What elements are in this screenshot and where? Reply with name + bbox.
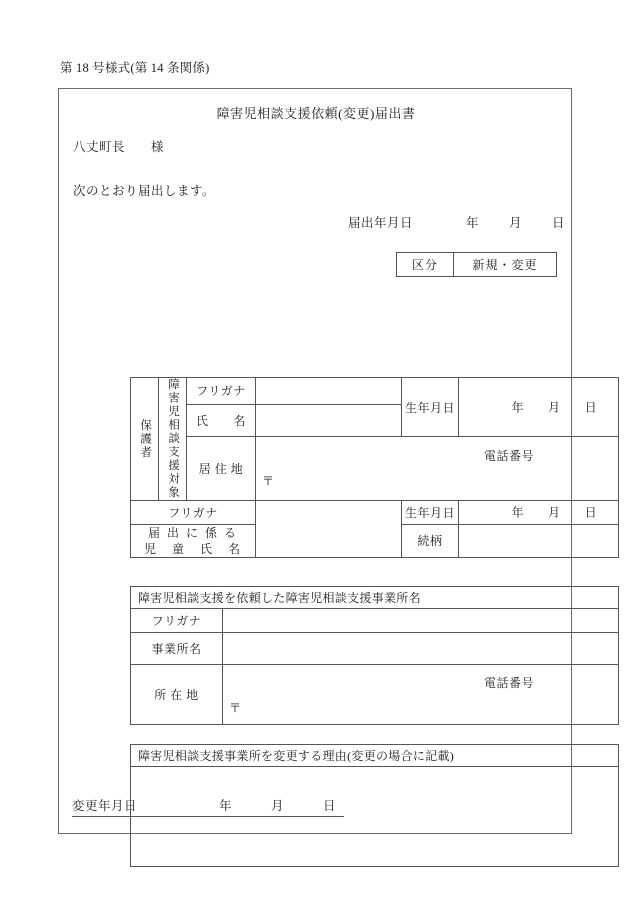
vertical-label-target: 障害児相談支援対象 [159, 378, 187, 501]
classification-value[interactable]: 新規・変更 [472, 258, 538, 272]
child-birth-month: 月 [548, 505, 561, 520]
label-office-name: 事業所名 [131, 633, 223, 665]
form-number: 第 18 号様式(第 14 条関係) [60, 61, 210, 75]
input-furigana[interactable] [256, 378, 402, 405]
label-name: 氏 名 [187, 404, 256, 437]
change-date-label: 変更年月日 [72, 799, 138, 813]
office-table-header: 障害児相談支援を依頼した障害児相談支援事業所名 [131, 587, 619, 609]
table-row-child-furigana [131, 500, 619, 524]
child-birth-year: 年 [511, 505, 524, 520]
input-relationship[interactable] [459, 524, 619, 557]
filing-date-year: 年 [466, 216, 479, 230]
classification-label: 区分 [397, 253, 454, 276]
intro-text: 次のとおり届出します。 [73, 184, 216, 198]
form-frame [58, 88, 598, 834]
change-date-month: 月 [271, 799, 284, 813]
input-child-name[interactable] [256, 500, 402, 557]
label-child-name [131, 524, 256, 557]
input-child-birthdate[interactable] [459, 500, 619, 524]
office-row-furigana [131, 609, 619, 633]
filing-date-day: 日 [552, 216, 565, 230]
office-telephone-label: 電話番号 [483, 675, 534, 690]
label-child-name-line1: 届 出 に 係 る [147, 525, 238, 540]
label-furigana: フリガナ [187, 378, 256, 405]
change-date-day: 日 [323, 799, 336, 813]
page-title: 障害児相談支援依頼(変更)届出書 [216, 106, 416, 121]
birth-year: 年 [511, 400, 524, 415]
birth-month: 月 [548, 400, 561, 415]
label-office-location: 所 在 地 [131, 665, 223, 725]
input-residence[interactable] [256, 437, 619, 500]
input-office-name[interactable] [223, 633, 619, 665]
label-child-name-line2: 児 童 氏 名 [143, 541, 242, 556]
office-row-name [131, 633, 619, 665]
office-header-row [131, 587, 619, 609]
vertical-label-guardian: 保護者 [131, 378, 159, 501]
office-table [130, 586, 619, 725]
label-child-furigana: フリガナ [131, 500, 256, 524]
label-residence: 居 住 地 [187, 437, 256, 500]
label-office-furigana: フリガナ [131, 609, 223, 633]
birth-day: 日 [584, 400, 598, 415]
reason-table-header: 障害児相談支援事業所を変更する理由(変更の場合に記載) [131, 745, 619, 767]
label-child-birthdate: 生年月日 [402, 500, 459, 524]
filing-date-label: 届出年月日 [348, 216, 414, 230]
postal-code-mark: 〒 [262, 474, 275, 489]
filing-date-month: 月 [509, 216, 522, 230]
office-row-location [131, 665, 619, 725]
office-postal-code-mark: 〒 [229, 700, 242, 715]
classification-box [396, 252, 557, 277]
input-office-location[interactable] [223, 665, 619, 725]
child-birth-day: 日 [584, 505, 598, 520]
input-name[interactable] [256, 404, 402, 437]
addressee: 八丈町長 様 [73, 140, 165, 154]
reason-header-row [131, 745, 619, 767]
label-relationship: 続柄 [402, 524, 459, 557]
table-row-furigana [131, 378, 619, 405]
label-birthdate: 生年月日 [402, 378, 459, 437]
table-row-residence [131, 437, 619, 500]
applicant-table [130, 377, 619, 558]
change-date-year: 年 [219, 799, 232, 813]
input-birthdate[interactable] [459, 378, 619, 437]
change-date-line [72, 796, 344, 817]
telephone-label: 電話番号 [483, 449, 534, 464]
input-office-furigana[interactable] [223, 609, 619, 633]
